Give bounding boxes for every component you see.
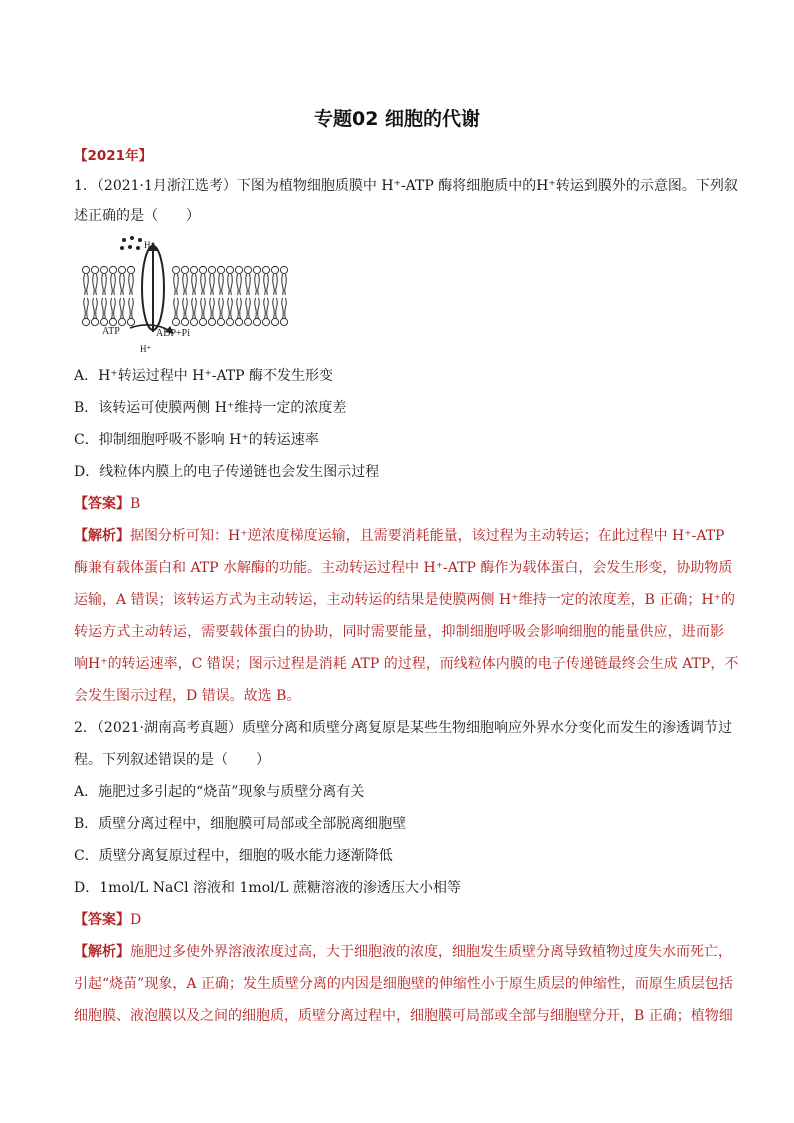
lipid-tail — [219, 274, 221, 295]
q2-option-d: D．1mol/L NaCl 溶液和 1mol/L 蔗糖溶液的渗透压大小相等 — [74, 880, 462, 896]
lipid-tail — [210, 298, 212, 319]
q1-answer — [74, 494, 724, 514]
lipid-tail — [111, 298, 113, 319]
h-ion-bottom-label: H⁺ — [140, 344, 152, 354]
lipid-tail — [84, 298, 86, 319]
lipid-head — [253, 318, 260, 325]
lipid-head — [244, 318, 251, 325]
lipid-tail — [282, 274, 284, 295]
lipid-head — [217, 318, 224, 325]
lipid-tail — [237, 274, 239, 295]
lipid-tail — [249, 274, 251, 295]
lipid-head — [118, 318, 125, 325]
lipid-tail — [174, 274, 176, 295]
lipid-head — [262, 318, 269, 325]
lipid-tail — [267, 274, 269, 295]
lipid-head — [127, 266, 134, 273]
lipid-tail — [228, 274, 230, 295]
lipid-head — [208, 266, 215, 273]
lipid-tail — [210, 274, 212, 295]
lipid-tail — [93, 274, 95, 295]
q2-analysis-line-1 — [74, 942, 732, 962]
lipid-tail — [114, 298, 116, 319]
lipid-head — [190, 266, 197, 273]
lipid-tail — [105, 274, 107, 295]
section-heading-2021: 【2021年】 — [74, 148, 153, 164]
q1-answer-value: B — [130, 496, 141, 512]
lipid-tail — [102, 274, 104, 295]
lipid-head — [280, 318, 287, 325]
lipid-tail — [240, 274, 242, 295]
lipid-tail — [102, 298, 104, 319]
lipid-tail — [285, 298, 287, 319]
lipid-tail — [228, 298, 230, 319]
q1-option-c: C．抑制细胞呼吸不影响 H⁺的转运速率 — [74, 432, 319, 448]
lipid-tail — [249, 298, 251, 319]
lipid-tail — [204, 298, 206, 319]
lipid-tail — [204, 274, 206, 295]
lipid-tail — [264, 298, 266, 319]
lipid-tail — [255, 298, 257, 319]
q1-analysis-text-1: 据图分析可知：H⁺逆浓度梯度运输，且需要消耗能量，该过程为主动转运；在此过程中 H⁺-ATP — [130, 528, 725, 544]
lipid-tail — [132, 298, 134, 319]
lipid-tail — [120, 274, 122, 295]
lipid-tail — [273, 274, 275, 295]
q2-answer-value: D — [130, 912, 142, 928]
q1-analysis-line-4: 转运方式主动转运，需要载体蛋白的协助，同时需要能量，抑制细胞呼吸会影响细胞的能量供应，进而影 — [74, 624, 724, 640]
lipid-tail — [87, 274, 89, 295]
lipid-head — [82, 266, 89, 273]
lipid-tail — [120, 298, 122, 319]
q2-option-a: A．施肥过多引起的“烧苗”现象与质壁分离有关 — [74, 784, 365, 800]
lipid-tail — [129, 274, 131, 295]
lipid-tail — [192, 274, 194, 295]
q2-answer — [74, 910, 724, 930]
lipid-head — [109, 318, 116, 325]
lipid-tail — [240, 298, 242, 319]
lipid-tail — [186, 274, 188, 295]
lipid-head — [226, 266, 233, 273]
lipid-tail — [132, 274, 134, 295]
lipid-tail — [213, 298, 215, 319]
lipid-tail — [177, 274, 179, 295]
lipid-tail — [255, 274, 257, 295]
lipid-tail — [87, 298, 89, 319]
lipid-tail — [84, 274, 86, 295]
q1-analysis-line-3: 运输，A 错误；该转运方式为主动转运，主动转运的结果是使膜两侧 H⁺维持一定的浓度差，B 正确；H⁺的 — [74, 592, 735, 608]
lipid-tail — [231, 298, 233, 319]
q2-analysis-label: 【解析】 — [74, 944, 130, 960]
lipid-head — [127, 318, 134, 325]
lipid-head — [217, 266, 224, 273]
lipid-tail — [105, 298, 107, 319]
lipid-head — [100, 318, 107, 325]
lipid-head — [118, 266, 125, 273]
lipid-tail — [96, 274, 98, 295]
lipid-tail — [111, 274, 113, 295]
lipid-tail — [222, 274, 224, 295]
adp-pi-label: ADP+Pi — [156, 328, 190, 339]
lipid-head — [253, 266, 260, 273]
lipid-head — [262, 266, 269, 273]
lipid-head — [271, 266, 278, 273]
q1-analysis-line-5: 响H⁺的转运速率，C 错误；图示过程是消耗 ATP 的过程，而线粒体内膜的电子传递链最终会生成 ATP，不 — [74, 656, 739, 672]
atp-label: ATP — [102, 326, 120, 337]
lipid-tail — [258, 274, 260, 295]
lipid-head — [190, 318, 197, 325]
lipid-tail — [195, 274, 197, 295]
lipid-tail — [114, 274, 116, 295]
lipid-tail — [129, 298, 131, 319]
q2-answer-label: 【答案】 — [74, 912, 130, 928]
lipid-tail — [276, 274, 278, 295]
page-title: 专题02 细胞的代谢 — [313, 108, 481, 130]
lipid-tail — [201, 298, 203, 319]
lipid-tail — [258, 298, 260, 319]
lipid-tail — [93, 298, 95, 319]
lipid-tail — [183, 274, 185, 295]
q1-option-a: A．H⁺转运过程中 H⁺-ATP 酶不发生形变 — [74, 368, 334, 384]
lipid-tail — [123, 298, 125, 319]
lipid-head — [226, 318, 233, 325]
lipid-tail — [123, 274, 125, 295]
lipid-head — [199, 266, 206, 273]
q1-option-d: D．线粒体内膜上的电子传递链也会发生图示过程 — [74, 464, 380, 480]
lipid-head — [100, 266, 107, 273]
lipid-tail — [231, 274, 233, 295]
q2-analysis-line-2: 引起“烧苗”现象，A 正确；发生质壁分离的内因是细胞壁的伸缩性小于原生质层的伸缩性，而原生质层包括 — [74, 976, 733, 992]
lipid-tail — [183, 298, 185, 319]
q1-analysis-line-6: 会发生图示过程，D 错误。故选 B。 — [74, 688, 301, 704]
lipid-head — [235, 318, 242, 325]
q2-analysis-line-3: 细胞膜、液泡膜以及之间的细胞质，质壁分离过程中，细胞膜可局部或全部与细胞壁分开，B 正确；植物细 — [74, 1008, 733, 1024]
q1-analysis-label: 【解析】 — [74, 528, 130, 544]
lipid-tail — [237, 298, 239, 319]
lipid-tail — [186, 298, 188, 319]
lipid-tail — [282, 298, 284, 319]
lipid-head — [235, 266, 242, 273]
lipid-tail — [195, 298, 197, 319]
lipid-head — [82, 318, 89, 325]
membrane-h-atpase-diagram — [80, 236, 300, 366]
lipid-tail — [201, 274, 203, 295]
lipid-head — [91, 266, 98, 273]
lipid-head — [244, 266, 251, 273]
lipid-tail — [213, 274, 215, 295]
lipid-tail — [96, 298, 98, 319]
lipid-head — [91, 318, 98, 325]
lipid-tail — [285, 274, 287, 295]
q1-analysis-line-1 — [74, 526, 724, 546]
lipid-head — [208, 318, 215, 325]
lipid-tail — [273, 298, 275, 319]
lipid-tail — [246, 298, 248, 319]
lipid-head — [181, 266, 188, 273]
h-ion-dots — [120, 236, 142, 250]
lipid-tail — [177, 298, 179, 319]
q2-option-c: C．质壁分离复原过程中，细胞的吸水能力逐渐降低 — [74, 848, 393, 864]
q1-stem-line-1: 1．（2021·1月浙江选考）下图为植物细胞质膜中 H⁺-ATP 酶将细胞质中的H⁺转运到膜外的示意图。下列叙 — [74, 178, 738, 194]
lipid-head — [172, 266, 179, 273]
lipid-tail — [267, 298, 269, 319]
q1-stem-line-2: 述正确的是（ ） — [74, 208, 200, 224]
lipid-head — [199, 318, 206, 325]
lipid-tail — [276, 298, 278, 319]
q1-answer-label: 【答案】 — [74, 496, 130, 512]
q2-analysis-text-1: 施肥过多使外界溶液浓度过高，大于细胞液的浓度，细胞发生质壁分离导致植物过度失水而死亡， — [130, 944, 732, 960]
q2-option-b: B．质壁分离过程中，细胞膜可局部或全部脱离细胞壁 — [74, 816, 407, 832]
lipid-tail — [219, 298, 221, 319]
h-ion-top-label: H⁺ — [144, 240, 156, 250]
lipid-head — [109, 266, 116, 273]
q2-stem-line-2: 程。下列叙述错误的是（ ） — [74, 752, 270, 768]
lipid-head — [280, 266, 287, 273]
lipid-head — [172, 318, 179, 325]
q1-option-b: B．该转运可使膜两侧 H⁺维持一定的浓度差 — [74, 400, 347, 416]
lipid-tail — [222, 298, 224, 319]
lipid-tail — [192, 298, 194, 319]
lipid-tail — [246, 274, 248, 295]
q1-analysis-line-2: 酶兼有载体蛋白和 ATP 水解酶的功能。主动转运过程中 H⁺-ATP 酶作为载体蛋白，会发生形变，协助物质 — [74, 560, 733, 576]
lipid-tail — [174, 298, 176, 319]
lipid-head — [271, 318, 278, 325]
q2-stem-line-1: 2．（2021·湖南高考真题）质壁分离和质壁分离复原是某些生物细胞响应外界水分变化而发生的渗透调节过 — [74, 720, 732, 736]
lipid-tail — [264, 274, 266, 295]
lipid-head — [181, 318, 188, 325]
